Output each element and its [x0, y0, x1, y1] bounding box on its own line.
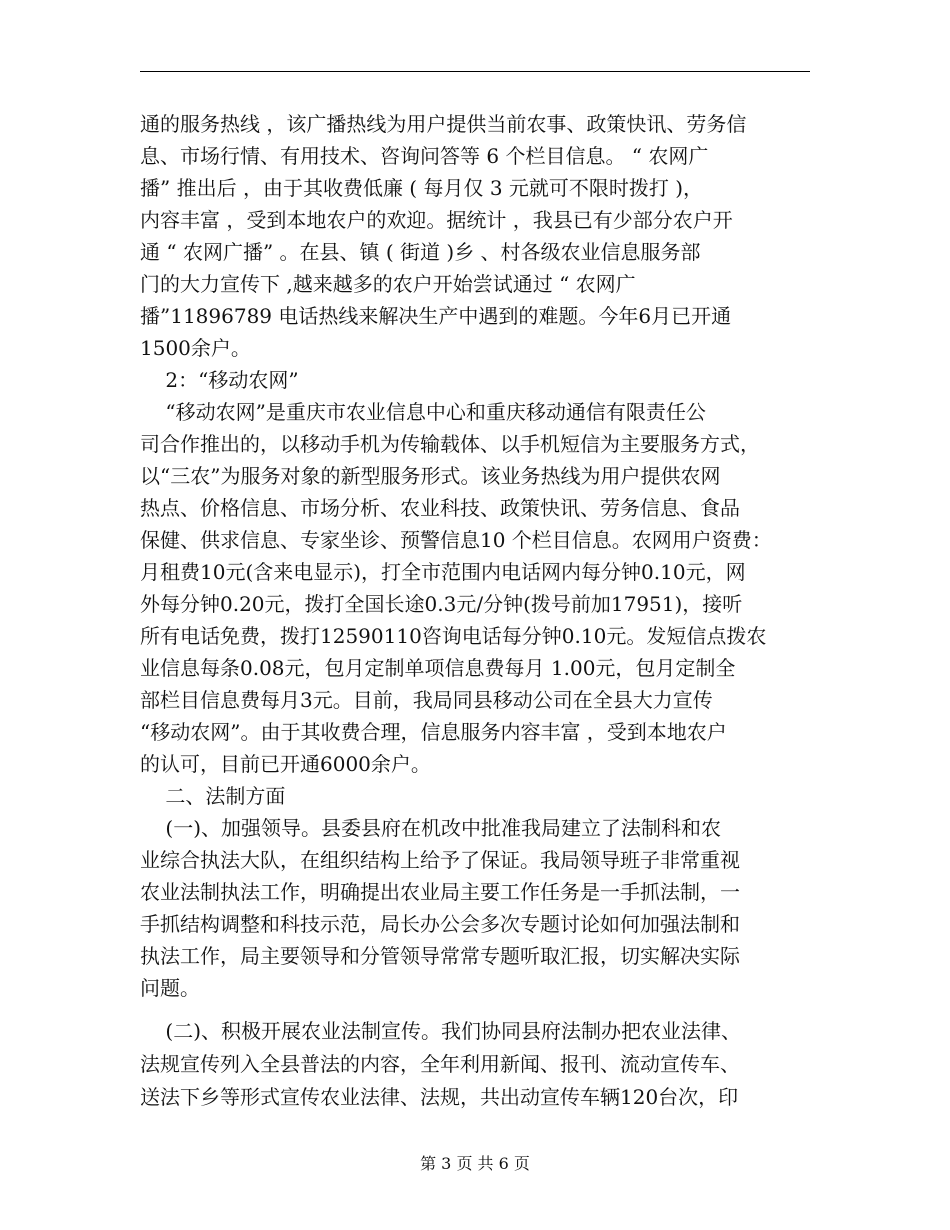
text-line: 以“三农”为服务对象的新型服务形式。该业务热线为用户提供农网 — [140, 464, 721, 488]
text-line: 执法工作，局主要领导和分管领导常常专题听取汇报，切实解决实际 — [140, 944, 740, 968]
text-line: 手抓结构调整和科技示范，局长办公会多次专题讨论如何加强法制和 — [140, 912, 740, 936]
text-line: 所有电话免费，拨打12590110咨询电话每分钟0.10元。发短信点拨农 — [140, 624, 767, 648]
text-line: 送法下乡等形式宣传农业法律、法规，共出动宣传车辆120台次，印 — [140, 1085, 739, 1109]
text-line: “移动农网”。由于其收费合理，信息服务内容丰富 ，受到本地农户 — [140, 720, 727, 744]
text-line: “移动农网”是重庆市农业信息中心和重庆移动通信有限责任公 — [140, 400, 706, 424]
section-heading: 2：“移动农网” — [140, 368, 299, 392]
text-line: 部栏目信息费每月3元。目前，我局同县移动公司在全县大力宣传 — [140, 688, 713, 712]
text-line: 播” 推出后 ，由于其收费低廉 ( 每月仅 3 元就可不限时拨打 )， — [140, 176, 704, 200]
text-line: 法规宣传列入全县普法的内容，全年利用新闻、报刊、流动宣传车、 — [140, 1052, 740, 1076]
text-line: 业信息每条0.08元，包月定制单项信息费每月 1.00元，包月定制全 — [140, 656, 736, 680]
text-line: 司合作推出的，以移动手机为传输载体、以手机短信为主要服务方式， — [140, 432, 760, 456]
text-line: 播”11896789 电话热线来解决生产中遇到的难题。今年6月已开通 — [140, 304, 732, 328]
text-line: 内容丰富 ，受到本地农户的欢迎。据统计 ，我县已有少部分农户开 — [140, 208, 733, 232]
text-line: 通的服务热线 ，该广播热线为用户提供当前农事、政策快讯、劳务信 — [140, 112, 747, 136]
text-line: (二)、积极开展农业法制宣传。我们协同县府法制办把农业法律、 — [140, 1019, 742, 1043]
text-line: 业综合执法大队，在组织结构上给予了保证。我局领导班子非常重视 — [140, 848, 740, 872]
text-line: 息、市场行情、有用技术、咨询问答等 6 个栏目信息。 “ 农网广 — [140, 144, 709, 168]
text-line: 月租费10元(含来电显示)，打全市范围内电话网内每分钟0.10元，网 — [140, 560, 746, 584]
text-line: 外每分钟0.20元，拨打全国长途0.3元/分钟(拨号前加17951)，接听 — [140, 592, 743, 616]
text-line: 问题。 — [140, 976, 200, 1000]
text-line: 热点、价格信息、市场分析、农业科技、政策快讯、劳务信息、食品 — [140, 496, 740, 520]
section-heading: 二、法制方面 — [140, 784, 286, 808]
text-line: (一)、加强领导。县委县府在机改中批准我局建立了法制科和农 — [140, 816, 722, 840]
text-line: 保健、供求信息、专家坐诊、预警信息10 个栏目信息。农网用户资费： — [140, 528, 772, 552]
text-line: 门的大力宣传下 ,越来越多的农户开始尝试通过 “ 农网广 — [140, 272, 636, 296]
text-line: 1500余户。 — [140, 336, 251, 360]
text-line: 通 “ 农网广播” 。在县、镇 ( 街道 )乡 、村各级农业信息服务部 — [140, 240, 701, 264]
text-line: 的认可，目前已开通6000余户。 — [140, 752, 431, 776]
text-line: 农业法制执法工作，明确提出农业局主要工作任务是一手抓法制，一 — [140, 880, 740, 904]
header-rule — [140, 71, 810, 72]
page-number-footer: 第 3 页 共 6 页 — [420, 1154, 530, 1173]
